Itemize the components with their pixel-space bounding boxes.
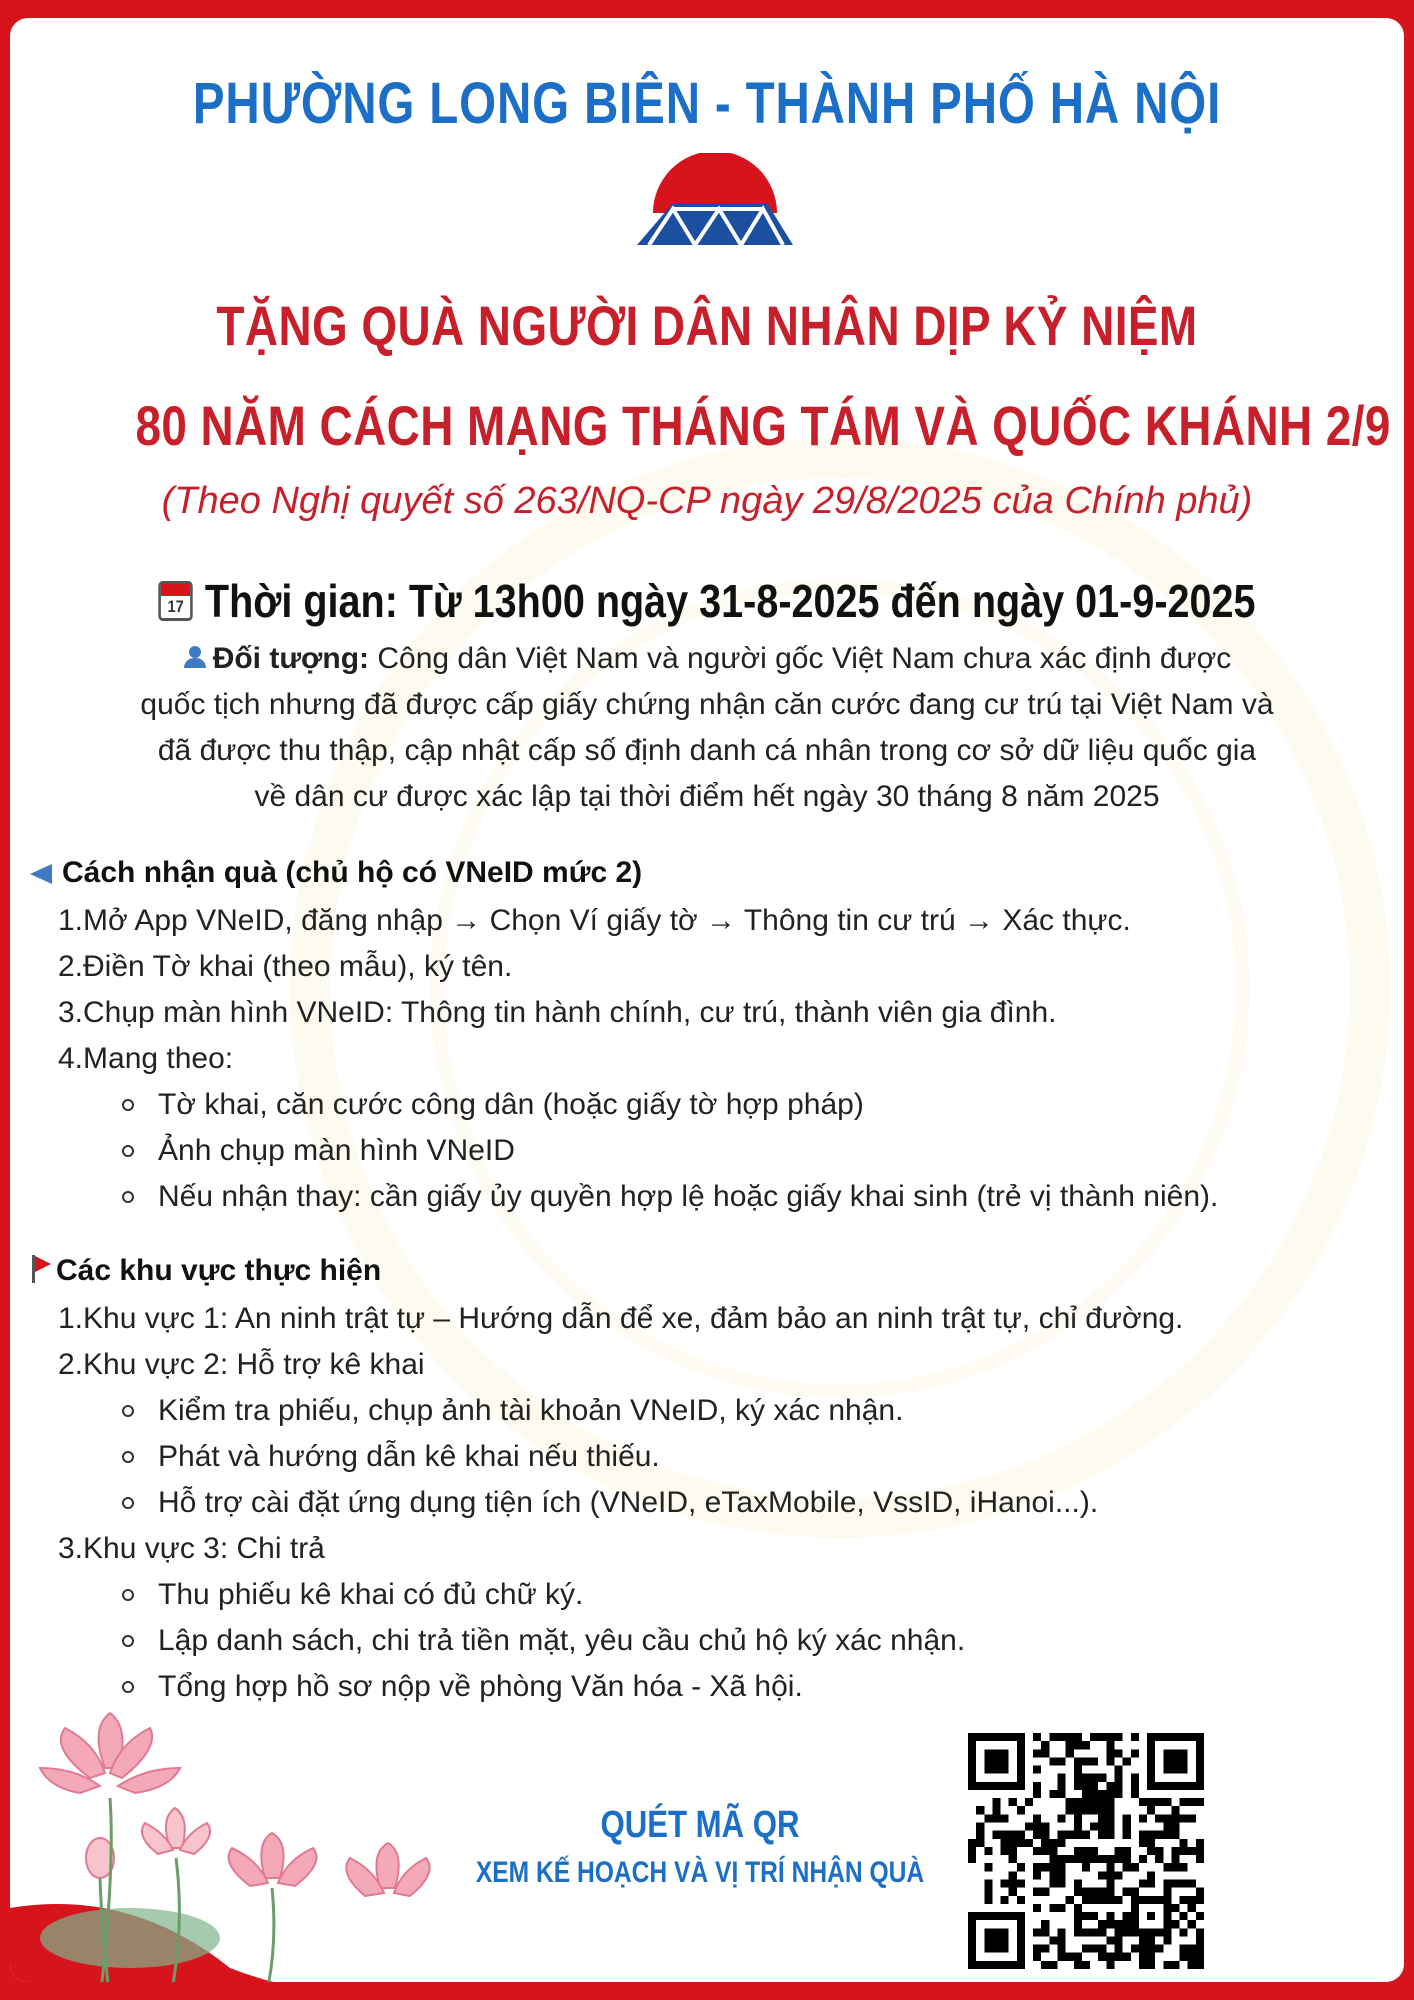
list-item: Tổng hợp hồ sơ nộp về phòng Văn hóa - Xã hội.	[58, 1664, 1388, 1710]
list-item: Kiểm tra phiếu, chụp ảnh tài khoản VNeID, ký xác nhận.	[58, 1388, 1388, 1434]
people-icon	[183, 646, 209, 668]
long-bien-logo	[615, 153, 815, 253]
time-text: Thời gian: Từ 13h00 ngày 31-8-2025 đến ngày 01-9-2025	[204, 575, 1256, 627]
how-to-list	[58, 898, 1388, 1220]
list-item: 1.Mở App VNeID, đăng nhập → Chọn Ví giấy tờ → Thông tin cư trú → Xác thực.	[58, 904, 1131, 937]
list-item: 2.Điền Tờ khai (theo mẫu), ký tên.	[58, 950, 513, 983]
main-title-line-2: 80 NĂM CÁCH MẠNG THÁNG TÁM VÀ QUỐC KHÁNH 2/9	[135, 394, 1391, 457]
lotus-decoration	[10, 1708, 450, 1982]
main-title-line-1: TẶNG QUÀ NGƯỜI DÂN NHÂN DỊP KỶ NIỆM	[216, 294, 1198, 357]
megaphone-icon	[30, 864, 58, 884]
list-item: Tờ khai, căn cước công dân (hoặc giấy tờ hợp pháp)	[58, 1082, 1388, 1128]
list-item: 1.Khu vực 1: An ninh trật tự – Hướng dẫn để xe, đảm bảo an ninh trật tự, chỉ đường.	[58, 1302, 1184, 1335]
ward-title: PHƯỜNG LONG BIÊN - THÀNH PHỐ HÀ NỘI	[192, 71, 1222, 136]
list-item: Ảnh chụp màn hình VNeID	[58, 1128, 1388, 1174]
list-item: 4.Mang theo:	[58, 1042, 234, 1075]
list-item: 3.Chụp màn hình VNeID: Thông tin hành chính, cư trú, thành viên gia đình.	[58, 996, 1057, 1029]
resolution-reference: (Theo Nghị quyết số 263/NQ-CP ngày 29/8/2025 của Chính phủ)	[161, 480, 1253, 522]
time-line	[108, 574, 1307, 628]
how-to-heading: Cách nhận quà (chủ hộ có VNeID mức 2)	[30, 856, 642, 890]
list-item: Phát và hướng dẫn kê khai nếu thiếu.	[58, 1434, 1388, 1480]
qr-subtitle: XEM KẾ HOẠCH VÀ VỊ TRÍ NHẬN QUÀ	[475, 1856, 925, 1889]
target-label: Đối tượng:	[212, 642, 370, 675]
flag-icon	[30, 1255, 52, 1283]
target-paragraph: Đối tượng: Công dân Việt Nam và người gốc Việt Nam chưa xác định được quốc tịch nhưng đã được cấp giấy chứng nhận căn cước đang cư trú tại Việt Nam và đã được thu thập, cập nhật cấp số định danh cá nhân trong cơ sở dữ liệu quốc gia về dân cư được xác lập tại thời điểm hết ngày 30 tháng 8 năm 2025	[140, 642, 1274, 813]
list-item: Nếu nhận thay: cần giấy ủy quyền hợp lệ hoặc giấy khai sinh (trẻ vị thành niên).	[58, 1174, 1388, 1220]
qr-code[interactable]	[968, 1733, 1204, 1969]
poster	[10, 18, 1404, 1982]
list-item: Thu phiếu kê khai có đủ chữ ký.	[58, 1572, 1388, 1618]
list-item: Hỗ trợ cài đặt ứng dụng tiện ích (VNeID, eTaxMobile, VssID, iHanoi...).	[58, 1480, 1388, 1526]
areas-list	[58, 1296, 1388, 1710]
calendar-icon	[158, 581, 192, 621]
qr-title: QUÉT MÃ QR	[600, 1804, 800, 1846]
list-item: Lập danh sách, chi trả tiền mặt, yêu cầu chủ hộ ký xác nhận.	[58, 1618, 1388, 1664]
list-item: 3.Khu vực 3: Chi trả	[58, 1532, 325, 1565]
list-item: 2.Khu vực 2: Hỗ trợ kê khai	[58, 1348, 425, 1381]
areas-heading: Các khu vực thực hiện	[30, 1254, 381, 1288]
